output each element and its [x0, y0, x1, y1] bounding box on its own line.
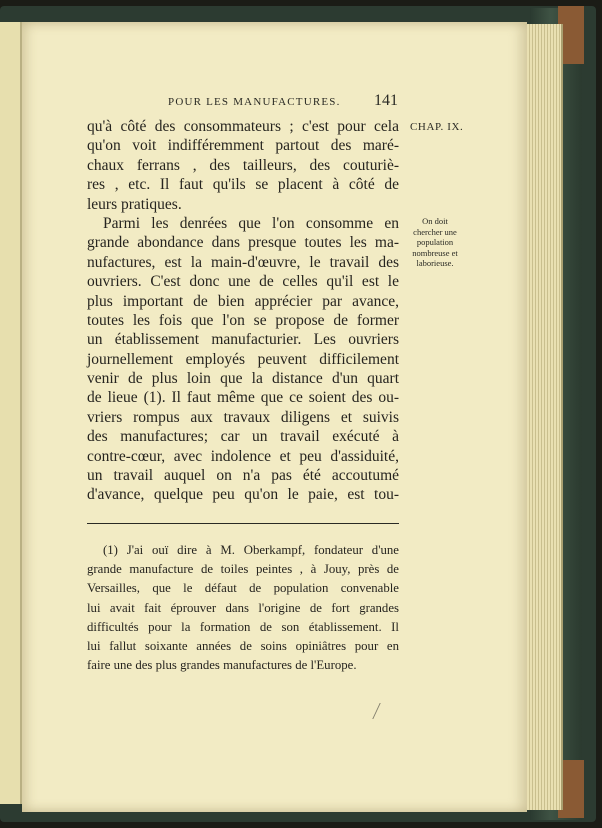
body-line: des manufactures; car un travail exécuté à: [87, 428, 399, 446]
body-line: contre-cœur, avec indolence et peu d'assiduité,: [87, 447, 399, 465]
page-stack-edges: [527, 24, 563, 810]
body-line: leurs pratiques.: [87, 195, 182, 213]
body-line: un établissement manufacturier. Les ouvriers: [87, 331, 399, 349]
footnote: [87, 541, 399, 675]
body-line: grande abondance dans presque toutes les ma-: [87, 234, 399, 252]
body-line: Parmi les denrées que l'on consomme en: [103, 214, 399, 232]
sidenote-line: chercher une: [413, 226, 457, 237]
footnote-line: faire une des plus grandes manufactures de l'Europe.: [87, 658, 357, 673]
footnote-rule: [87, 523, 399, 524]
sidenote-line: nombreuse et: [412, 247, 458, 258]
footnote-line: Versailles, que le défaut de population convenable: [87, 581, 399, 596]
body-line: toutes les fois que l'on se propose de former: [87, 311, 399, 329]
body-text: [87, 117, 399, 505]
margin-sidenote: [403, 216, 467, 269]
body-line: journellement employés peuvent difficilement: [87, 350, 399, 368]
sidenote-line: laborieuse.: [416, 258, 454, 268]
sidenote-line: population: [416, 237, 454, 247]
chapter-marker: CHAP. IX.: [410, 121, 464, 133]
body-line: nufactures, est la main-d'œuvre, le travail des: [87, 253, 399, 271]
body-line: de lieue (1). Il faut même que ce soient des ou-: [87, 389, 399, 407]
footnote-line: difficultés pour la formation de son établissement. Il: [87, 619, 399, 634]
body-line: chaux ferrans , des tailleurs, des couturiè-: [87, 156, 399, 174]
footnote-line: lui avait fait éprouver dans l'origine de fort grandes: [87, 600, 399, 615]
running-head: [160, 94, 410, 114]
body-line: venir de plus loin que la distance d'un quart: [87, 370, 399, 388]
footnote-line: grande manufacture de toiles peintes , à Jouy, près de: [87, 562, 399, 577]
footnote-line: lui fallut soixante années de soins opiniâtres pour en: [87, 638, 399, 653]
body-line: res , etc. Il faut qu'ils se placent à côté de: [87, 176, 399, 194]
body-line: un travail auquel on n'a pas été accoutumé: [87, 467, 399, 485]
body-line: qu'on voit indifféremment partout des maré-: [87, 137, 399, 155]
body-line: vriers rompus aux travaux diligens et suivis: [87, 408, 399, 426]
sidenote-line: On doit: [422, 216, 448, 226]
body-line: d'avance, quelque peu qu'on le paie, est tou-: [87, 486, 399, 504]
body-line: plus important de bien apprécier par avance,: [87, 292, 399, 310]
running-title: POUR LES MANUFACTURES.: [168, 96, 341, 108]
page-number: 141: [374, 92, 398, 109]
body-line: qu'à côté des consommateurs ; c'est pour cela: [87, 118, 399, 135]
body-line: ouvriers. C'est donc une de celles qu'il est le: [87, 273, 399, 291]
footnote-line: (1) J'ai ouï dire à M. Oberkampf, fondateur d'une: [103, 543, 399, 557]
facing-page-edge: [0, 22, 22, 804]
